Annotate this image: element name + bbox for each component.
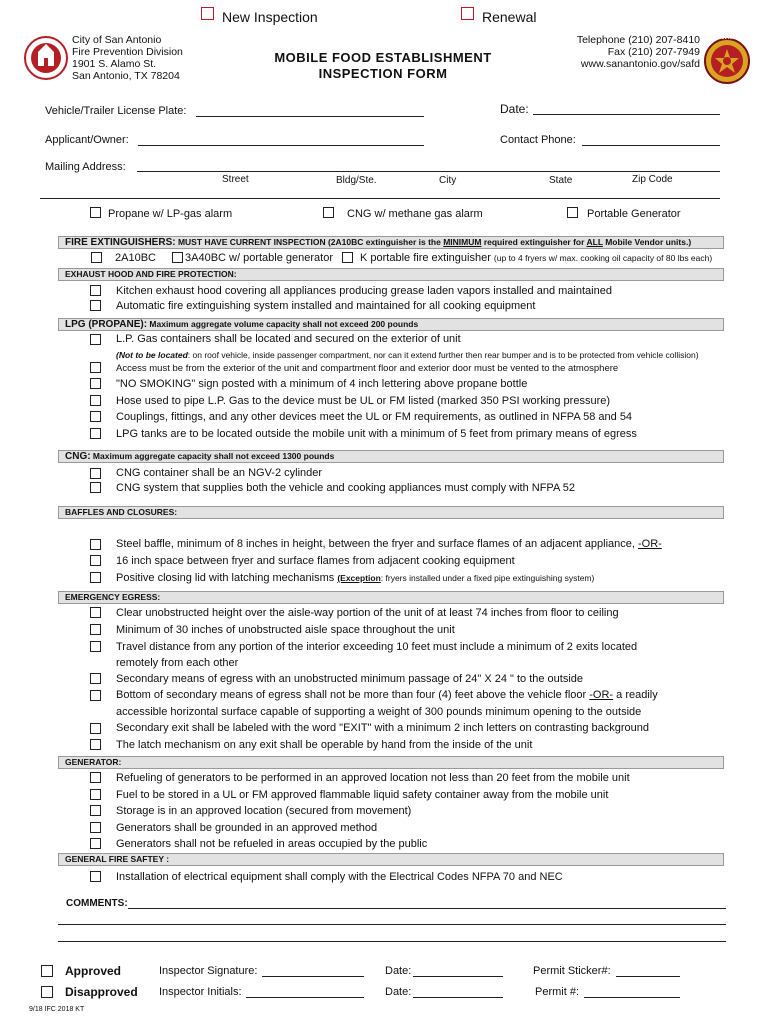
lpg-note-text: : on roof vehicle, inside passenger compartment, nor can it extend further then rear bumper and is to be protected from vehicle collision) bbox=[187, 350, 699, 360]
renewal-label: Renewal bbox=[482, 9, 537, 25]
date-label: Date: bbox=[500, 102, 529, 116]
general-safety-header bbox=[58, 853, 724, 866]
permit-number-label: Permit #: bbox=[535, 986, 580, 998]
fire-ext-header-bold: FIRE EXTINGUISHERS: bbox=[65, 237, 176, 248]
contact-phone-field[interactable] bbox=[582, 145, 720, 146]
city-seal-logo bbox=[24, 34, 68, 82]
zip-label: Zip Code bbox=[632, 174, 673, 185]
comments-label: COMMENTS: bbox=[66, 898, 128, 909]
baffles-item-checkbox[interactable] bbox=[90, 539, 101, 550]
egress-or: -OR- bbox=[589, 689, 614, 701]
new-inspection-label: New Inspection bbox=[222, 9, 318, 25]
fire-department-badge-logo bbox=[704, 34, 750, 88]
general-item-checkbox[interactable] bbox=[90, 871, 101, 882]
disapproved-checkbox[interactable] bbox=[41, 986, 53, 998]
fire-ext-all: ALL bbox=[586, 237, 603, 247]
cng-checkbox[interactable] bbox=[323, 207, 334, 218]
exhaust-item-checkbox[interactable] bbox=[90, 300, 101, 311]
city-label: City bbox=[439, 175, 457, 186]
k-extinguisher-text: K portable fire extinguisher bbox=[360, 252, 491, 264]
license-plate-field[interactable] bbox=[196, 116, 424, 117]
egress-item-checkbox[interactable] bbox=[90, 607, 101, 618]
lpg-item-checkbox[interactable] bbox=[90, 411, 101, 422]
exhaust-header bbox=[58, 268, 724, 281]
lpg-item: Access must be from the exterior of the unit and compartment floor and exterior door must be vented to the atmosphere bbox=[116, 363, 619, 374]
cng-item: CNG container shall be an NGV-2 cylinder bbox=[116, 467, 323, 479]
footer-date-field[interactable] bbox=[413, 997, 503, 998]
portable-generator-checkbox[interactable] bbox=[567, 207, 578, 218]
3a40bc-label: 3A40BC w/ portable generator bbox=[185, 252, 333, 264]
approved-label: Approved bbox=[65, 964, 122, 978]
contact-block bbox=[560, 34, 700, 70]
city-line: Fire Prevention Division bbox=[72, 46, 183, 58]
egress-item-checkbox[interactable] bbox=[90, 641, 101, 652]
inspector-initials-label: Inspector Initials: bbox=[159, 986, 242, 998]
generator-item-checkbox[interactable] bbox=[90, 805, 101, 816]
baffles-item: 16 inch space between fryer and surface flames from adjacent cooking equipment bbox=[116, 555, 515, 567]
inspector-signature-field[interactable] bbox=[262, 976, 364, 977]
generator-item: Fuel to be stored in a UL or FM approved flammable liquid safety container away from the mobile unit bbox=[116, 789, 609, 801]
website-link[interactable]: www.sanantonio.gov/safd bbox=[580, 58, 700, 70]
lpg-item: LPG tanks are to be located outside the mobile unit with a minimum of 5 feet from primary means of egress bbox=[116, 428, 637, 440]
baffles-item-text: Steel baffle, minimum of 8 inches in height, between the fryer and surface flames of an adjacent appliance, bbox=[116, 538, 638, 550]
generator-item-checkbox[interactable] bbox=[90, 789, 101, 800]
cng-header bbox=[58, 450, 724, 463]
lpg-item: Hose used to pipe L.P. Gas to the device must be UL or FM listed (marked 350 PSI working pressure) bbox=[116, 395, 611, 407]
renewal-checkbox[interactable] bbox=[461, 7, 474, 20]
egress-item bbox=[116, 689, 658, 702]
divider bbox=[40, 198, 720, 199]
bldg-label: Bldg/Ste. bbox=[336, 175, 377, 186]
generator-header bbox=[58, 756, 724, 769]
egress-item: Minimum of 30 inches of unobstructed aisle space throughout the unit bbox=[116, 624, 455, 636]
egress-item: Travel distance from any portion of the interior exceeding 10 feet must include a minimum of 2 exits located bbox=[116, 641, 638, 653]
badge-text: SAN ANTONIO bbox=[716, 35, 751, 41]
egress-item-cont: remotely from each other bbox=[116, 657, 239, 669]
city-line: 1901 S. Alamo St. bbox=[72, 58, 157, 70]
cng-header-text: Maximum aggregate capacity shall not exceed 1300 pounds bbox=[90, 451, 335, 461]
comments-line[interactable] bbox=[58, 941, 726, 942]
lpg-item: Couplings, fittings, and any other devices meet the UL or FM requirements, as outlined in NFPA 58 and 54 bbox=[116, 411, 633, 423]
cng-label: CNG w/ methane gas alarm bbox=[347, 208, 483, 220]
generator-item-checkbox[interactable] bbox=[90, 772, 101, 783]
fire-ext-header-text: MUST HAVE CURRENT INSPECTION (2A10BC extinguisher is the bbox=[175, 237, 444, 247]
k-extinguisher-label bbox=[360, 252, 712, 264]
fire-ext-minimum: MINIMUM bbox=[443, 237, 482, 247]
form-title bbox=[240, 50, 526, 82]
generator-item: Generators shall be grounded in an approved method bbox=[116, 822, 378, 834]
baffles-exception: (Exception bbox=[337, 573, 381, 583]
form-code: 9/18 IFC 2018 KT bbox=[29, 1006, 85, 1013]
2a10bc-checkbox[interactable] bbox=[91, 252, 102, 263]
license-plate-label: Vehicle/Trailer License Plate: bbox=[45, 105, 187, 117]
permit-sticker-field[interactable] bbox=[616, 976, 680, 977]
baffles-item-checkbox[interactable] bbox=[90, 572, 101, 583]
disapproved-label: Disapproved bbox=[65, 985, 138, 999]
mailing-address-field[interactable] bbox=[137, 171, 720, 172]
lpg-note bbox=[116, 349, 699, 362]
egress-header-text: EMERGENCY EGRESS: bbox=[65, 592, 161, 602]
exhaust-item: Kitchen exhaust hood covering all appliances producing grease laden vapors installed and maintained bbox=[116, 285, 612, 297]
fire-ext-header-text: Mobile Vendor units.) bbox=[602, 237, 692, 247]
cng-item-checkbox[interactable] bbox=[90, 482, 101, 493]
general-item: Installation of electrical equipment shall comply with the Electrical Codes NFPA 70 and NEC bbox=[116, 871, 563, 883]
city-address-block bbox=[72, 34, 183, 82]
egress-item-checkbox[interactable] bbox=[90, 690, 101, 701]
generator-item-checkbox[interactable] bbox=[90, 838, 101, 849]
state-label: State bbox=[549, 175, 573, 186]
baffles-item bbox=[116, 572, 594, 585]
2a10bc-label: 2A10BC bbox=[115, 252, 156, 264]
telephone: Telephone (210) 207-8410 bbox=[576, 34, 700, 46]
lpg-note-bold: (Not to be located bbox=[116, 350, 188, 360]
propane-checkbox[interactable] bbox=[90, 207, 101, 218]
egress-item-checkbox[interactable] bbox=[90, 739, 101, 750]
egress-item: Secondary means of egress with an unobstructed minimum passage of 24" X 24 " to the outside bbox=[116, 673, 584, 685]
fire-ext-header-text: required extinguisher for bbox=[481, 237, 587, 247]
cng-item: CNG system that supplies both the vehicle and cooking appliances must comply with NFPA 52 bbox=[116, 482, 575, 494]
exhaust-header-text: EXHAUST HOOD AND FIRE PROTECTION: bbox=[65, 269, 237, 279]
form-title-line2: INSPECTION FORM bbox=[318, 66, 448, 81]
lpg-header-text: Maximum aggregate volume capacity shall not exceed 200 pounds bbox=[147, 319, 419, 329]
egress-item: Secondary exit shall be labeled with the word "EXIT" with a minimum 2 inch letters on contrasting background bbox=[116, 722, 650, 734]
lpg-item: L.P. Gas containers shall be located and secured on the exterior of unit bbox=[116, 333, 461, 345]
footer-date-label: Date: bbox=[385, 986, 412, 998]
generator-item-checkbox[interactable] bbox=[90, 822, 101, 833]
egress-item-checkbox[interactable] bbox=[90, 723, 101, 734]
egress-item: The latch mechanism on any exit shall be operable by hand from the inside of the unit bbox=[116, 739, 533, 751]
contact-phone-label: Contact Phone: bbox=[500, 134, 576, 146]
street-label: Street bbox=[222, 174, 249, 185]
inspector-initials-field[interactable] bbox=[246, 997, 364, 998]
inspector-signature-label: Inspector Signature: bbox=[159, 965, 258, 977]
egress-header bbox=[58, 591, 724, 604]
egress-item-text: a readily bbox=[613, 689, 658, 701]
form-title-line1: MOBILE FOOD ESTABLISHMENT bbox=[274, 50, 492, 65]
egress-item-checkbox[interactable] bbox=[90, 624, 101, 635]
general-safety-header-text: GENERAL FIRE SAFTEY : bbox=[65, 854, 170, 864]
propane-label: Propane w/ LP-gas alarm bbox=[108, 208, 233, 220]
lpg-item-checkbox[interactable] bbox=[90, 395, 101, 406]
baffles-header bbox=[58, 506, 724, 519]
applicant-label: Applicant/Owner: bbox=[45, 134, 129, 146]
mailing-address-label: Mailing Address: bbox=[45, 161, 126, 173]
generator-item: Generators shall not be refueled in areas occupied by the public bbox=[116, 838, 428, 850]
generator-header-text: GENERATOR: bbox=[65, 757, 122, 767]
permit-sticker-label: Permit Sticker#: bbox=[533, 965, 611, 977]
date-field[interactable] bbox=[533, 114, 720, 115]
cng-header-bold: CNG: bbox=[65, 451, 91, 462]
fax: Fax (210) 207-7949 bbox=[607, 46, 700, 58]
baffles-item bbox=[116, 538, 662, 551]
lpg-item-checkbox[interactable] bbox=[90, 378, 101, 389]
lpg-header bbox=[58, 318, 724, 331]
lpg-item-checkbox[interactable] bbox=[90, 362, 101, 373]
baffles-item-text: Positive closing lid with latching mechanisms bbox=[116, 572, 338, 584]
egress-item-checkbox[interactable] bbox=[90, 673, 101, 684]
cng-item-checkbox[interactable] bbox=[90, 468, 101, 479]
exhaust-item-checkbox[interactable] bbox=[90, 285, 101, 296]
lpg-item-checkbox[interactable] bbox=[90, 428, 101, 439]
lpg-item-checkbox[interactable] bbox=[90, 334, 101, 345]
egress-item: Clear unobstructed height over the aisle-way portion of the unit of at least 74 inches from floor to ceiling bbox=[116, 607, 619, 619]
permit-number-field[interactable] bbox=[584, 997, 680, 998]
footer-date-field[interactable] bbox=[413, 976, 503, 977]
footer-date-label: Date: bbox=[385, 965, 412, 977]
lpg-header-bold: LPG (PROPANE): bbox=[65, 319, 148, 330]
generator-item: Storage is in an approved location (secured from movement) bbox=[116, 805, 412, 817]
baffles-header-text: BAFFLES AND CLOSURES: bbox=[65, 507, 178, 517]
city-line: City of San Antonio bbox=[72, 34, 162, 46]
3a40bc-checkbox[interactable] bbox=[172, 252, 183, 263]
egress-item-text: Bottom of secondary means of egress shall not be more than four (4) feet above the vehicle floor bbox=[116, 689, 590, 701]
comments-line[interactable] bbox=[128, 908, 726, 909]
portable-generator-label: Portable Generator bbox=[587, 208, 681, 220]
fire-extinguishers-header bbox=[58, 236, 724, 249]
applicant-field[interactable] bbox=[138, 145, 424, 146]
egress-item-cont: accessible horizontal surface capable of supporting a weight of 300 pounds minimum opening to the outside bbox=[116, 706, 642, 718]
exhaust-item: Automatic fire extinguishing system installed and maintained for all cooking equipment bbox=[116, 300, 536, 312]
baffles-exception-note: : fryers installed under a fixed pipe extinguishing system) bbox=[380, 573, 595, 583]
generator-item: Refueling of generators to be performed in an approved location not less than 20 feet from the mobile unit bbox=[116, 772, 630, 784]
baffles-item-checkbox[interactable] bbox=[90, 555, 101, 566]
new-inspection-checkbox[interactable] bbox=[201, 7, 214, 20]
k-extinguisher-checkbox[interactable] bbox=[342, 252, 353, 263]
k-extinguisher-note: (up to 4 fryers w/ max. cooking oil capacity of 80 lbs each) bbox=[493, 253, 713, 263]
approved-checkbox[interactable] bbox=[41, 965, 53, 977]
city-line: San Antonio, TX 78204 bbox=[72, 70, 180, 82]
baffles-or: -OR- bbox=[638, 538, 662, 550]
comments-line[interactable] bbox=[58, 924, 726, 925]
lpg-item: "NO SMOKING" sign posted with a minimum of 4 inch lettering above propane bottle bbox=[116, 378, 528, 390]
